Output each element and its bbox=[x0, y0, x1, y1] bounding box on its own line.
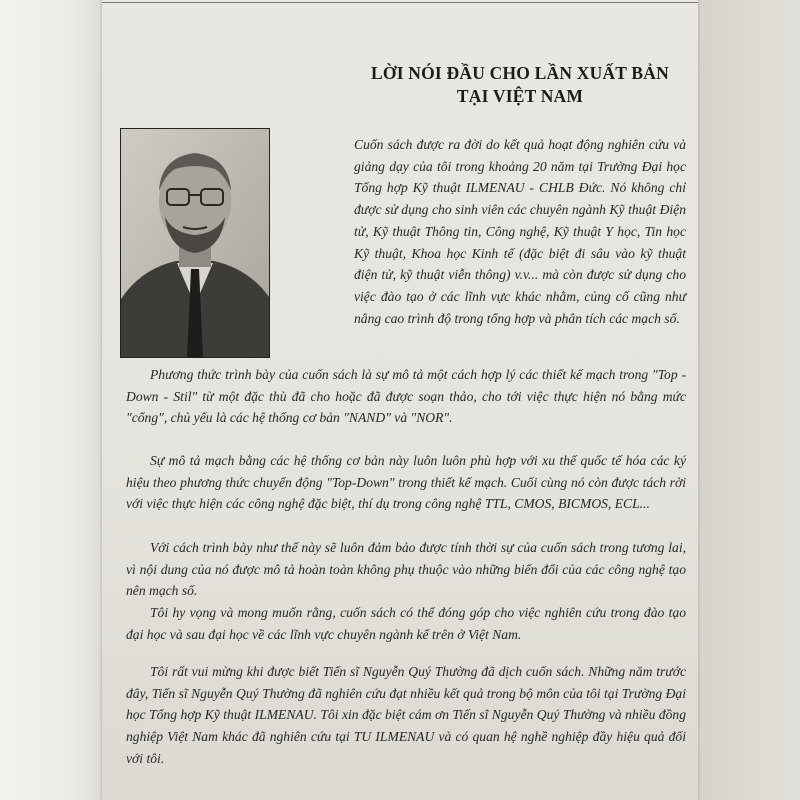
top-rule bbox=[102, 2, 698, 3]
paragraph-6: Tôi rất vui mừng khi được biết Tiến sĩ Nguyễn Quý Thường đã dịch cuốn sách. Những năm trước đây, Tiến sĩ Nguyễn Quý Thường đã nghiên cứu đạt nhiều kết quả trong bộ môn của tôi tại Trường Đại học Tổng hợp Kỹ thuật ILMENAU. Tôi xin đặc biệt cám ơn Tiến sĩ Nguyễn Quý Thường và nhiều đồng nghiệp Việt Nam khác đã nghiên cứu tại TU ILMENAU và có quan hệ nghề nghiệp đầy hiệu quả đối với tôi. bbox=[126, 664, 686, 766]
title-line-1: LỜI NÓI ĐẦU CHO LẦN XUẤT BẢN bbox=[371, 63, 669, 83]
background-left bbox=[0, 0, 104, 800]
author-portrait-illustration bbox=[121, 129, 269, 357]
paragraph-2: Phương thức trình bày của cuốn sách là sự mô tả một cách hợp lý các thiết kế mạch trong "Top - Down - Stil" từ một đặc thù đã cho hoặc đã được soạn thảo, cho tới việc thực hiện nó bằng mức "cổng", chủ yếu là các hệ thống cơ bản "NAND" và "NOR". bbox=[126, 367, 686, 426]
title-line-2: TẠI VIỆT NAM bbox=[456, 86, 584, 106]
paragraph-1: Cuốn sách được ra đời do kết quả hoạt động nghiên cứu và giảng dạy của tôi trong khoảng 20 năm tại Trường Đại học Tổng hợp Kỹ thuật ILMENAU - CHLB Đức. Nó không chỉ được sử dụng cho sinh viên các chuyên ngành Kỹ thuật Điện tử, Kỹ thuật Thông tin, Công nghệ, Kỹ thuật Y học, Tin học Kỹ thuật, Khoa học Kinh tế (đặc biệt đi sâu vào kỹ thuật điện tử, kỹ thuật viễn thông) v.v... mà còn được sử dụng cho việc đào tạo ở các lĩnh vực khác nhằm, củng cố cũng như nâng cao trình độ trong tổng hợp và phân tích các mạch số. bbox=[354, 137, 686, 326]
paragraph-3: Sự mô tả mạch bằng các hệ thống cơ bản này luôn luôn phù hợp với xu thế quốc tế hóa các ký hiệu theo phương thức chuyển động "Top-Down" trong thiết kế mạch. Cuối cùng nó còn được tách rời với việc thực hiện các công nghệ đặc biệt, thí dụ trong công nghệ TTL, CMOS, BICMOS, ECL... bbox=[126, 453, 686, 512]
paragraph-4: Với cách trình bày như thế này sẽ luôn đảm bảo được tính thời sự của cuốn sách trong tương lai, vì nội dung của nó được mô tả hoàn toàn không phụ thuộc vào những biến đổi của các công nghệ tạo nên mạch số. bbox=[126, 540, 686, 599]
page-title bbox=[360, 62, 680, 108]
author-photo bbox=[120, 128, 270, 358]
book-page bbox=[102, 0, 698, 800]
background-right bbox=[698, 0, 800, 800]
paragraph-5: Tôi hy vọng và mong muốn rằng, cuốn sách có thể đóng góp cho việc nghiên cứu trong đào tạo đại học và sau đại học về các lĩnh vực chuyên ngành kể trên ở Việt Nam. bbox=[126, 605, 686, 642]
intro-paragraph bbox=[354, 134, 686, 329]
